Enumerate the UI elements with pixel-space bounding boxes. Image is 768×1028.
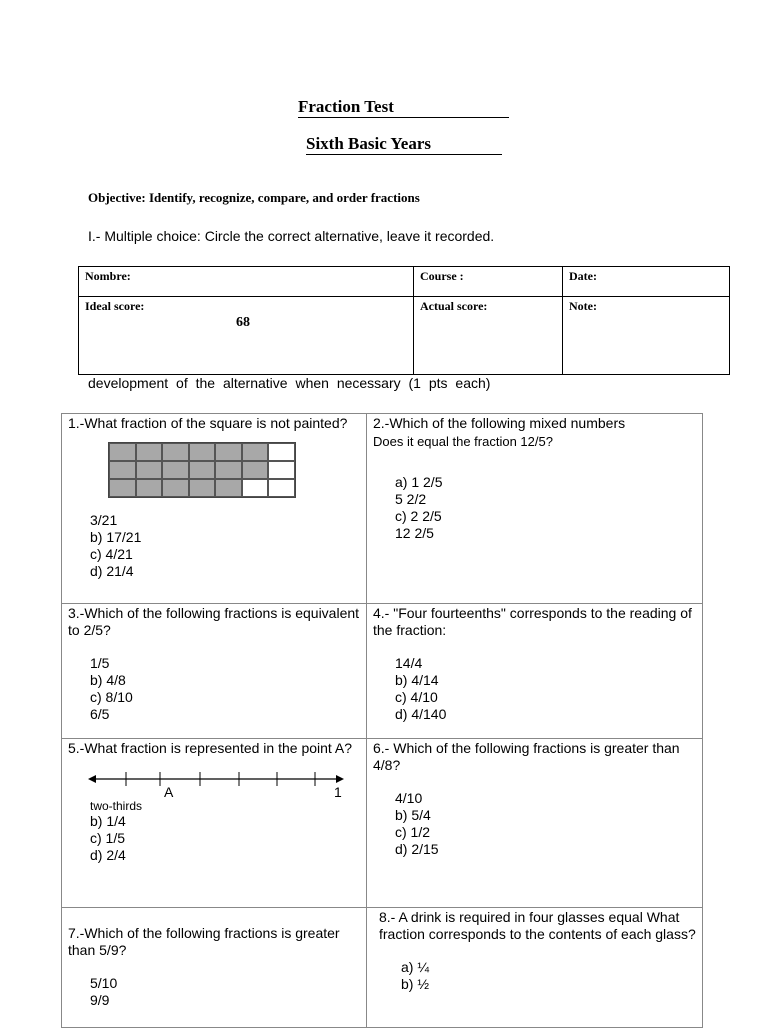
options-list bbox=[395, 474, 696, 542]
info-table bbox=[78, 266, 730, 375]
grid-cell bbox=[215, 443, 242, 461]
grid-cell bbox=[136, 443, 163, 461]
grid-cell bbox=[136, 461, 163, 479]
option[interactable]: 1/5 bbox=[90, 655, 110, 671]
option[interactable]: 14/4 bbox=[395, 655, 423, 671]
question-text: 1.-What fraction of the square is not painted? bbox=[68, 415, 348, 431]
option[interactable]: c) 1/2 bbox=[395, 824, 431, 840]
name-cell bbox=[79, 267, 414, 297]
question-1 bbox=[62, 414, 367, 604]
options-list bbox=[90, 512, 360, 580]
question-text-line-2: Does it equal the fraction 12/5? bbox=[373, 434, 553, 449]
grid-cell bbox=[215, 461, 242, 479]
grid-cell bbox=[189, 479, 216, 497]
page-title bbox=[298, 97, 509, 118]
option[interactable]: d) 2/15 bbox=[395, 841, 439, 857]
grid-cell bbox=[268, 461, 295, 479]
question-text: 4.- "Four fourteenths" corresponds to the reading of the fraction: bbox=[373, 605, 692, 638]
grid-cell bbox=[242, 461, 269, 479]
option[interactable]: c) 4/10 bbox=[395, 689, 438, 705]
number-line-end-label: 1 bbox=[334, 784, 342, 799]
grid-cell bbox=[162, 479, 189, 497]
options-list bbox=[401, 959, 696, 993]
grid-cell bbox=[189, 443, 216, 461]
options-list bbox=[395, 655, 696, 723]
question-text: 5.-What fraction is represented in the point A? bbox=[68, 740, 353, 756]
option[interactable]: a) 1 2/5 bbox=[395, 474, 443, 490]
page-title-text: Fraction Test bbox=[298, 97, 509, 118]
note-label: Note: bbox=[569, 299, 597, 313]
question-text: 2.-Which of the following mixed numbers bbox=[373, 415, 626, 431]
ideal-score-label: Ideal score: bbox=[85, 299, 145, 313]
question-3 bbox=[62, 604, 367, 739]
course-cell bbox=[414, 267, 563, 297]
grid-cell bbox=[268, 443, 295, 461]
question-text: 3.-Which of the following fractions is equivalent to 2/5? bbox=[68, 605, 360, 638]
option[interactable]: 6/5 bbox=[90, 706, 110, 722]
option[interactable]: 3/21 bbox=[90, 512, 118, 528]
date-label: Date: bbox=[569, 269, 597, 283]
question-text: 7.-Which of the following fractions is greater than 5/9? bbox=[68, 925, 340, 958]
question-text: 6.- Which of the following fractions is greater than 4/8? bbox=[373, 740, 680, 773]
grid-cell bbox=[109, 479, 136, 497]
grid-cell bbox=[189, 461, 216, 479]
fraction-grid bbox=[108, 442, 296, 498]
objective: Objective: Identify, recognize, compare, and order fractions bbox=[88, 190, 420, 205]
option[interactable]: b) 1/4 bbox=[90, 813, 126, 829]
grid-cell bbox=[242, 443, 269, 461]
option[interactable]: b) 4/14 bbox=[395, 672, 439, 688]
instruction: I.- Multiple choice: Circle the correct alternative, leave it recorded. bbox=[88, 228, 495, 244]
option[interactable]: 12 2/5 bbox=[395, 525, 434, 541]
grid-cell bbox=[242, 479, 269, 497]
question-6 bbox=[367, 739, 703, 908]
name-label: Nombre: bbox=[85, 269, 131, 283]
question-4 bbox=[367, 604, 703, 739]
option[interactable]: c) 4/21 bbox=[90, 546, 133, 562]
page-subtitle bbox=[306, 134, 502, 155]
course-label: Course : bbox=[420, 269, 464, 283]
grid-cell bbox=[268, 479, 295, 497]
ideal-score-cell bbox=[79, 297, 414, 375]
actual-score-cell bbox=[414, 297, 563, 375]
option[interactable]: 9/9 bbox=[90, 992, 110, 1008]
option[interactable]: two-thirds bbox=[90, 799, 143, 813]
option[interactable]: b) 4/8 bbox=[90, 672, 126, 688]
scoring-note: development of the alternative when necessary (1 pts each) bbox=[88, 375, 491, 391]
option[interactable]: b) 5/4 bbox=[395, 807, 431, 823]
question-5 bbox=[62, 739, 367, 908]
question-2 bbox=[367, 414, 703, 604]
option[interactable]: 4/10 bbox=[395, 790, 423, 806]
point-a-label: A bbox=[164, 784, 174, 799]
question-8 bbox=[367, 908, 703, 1028]
grid-cell bbox=[162, 443, 189, 461]
option[interactable]: a) ¼ bbox=[401, 959, 430, 975]
option[interactable]: c) 1/5 bbox=[90, 830, 126, 846]
option[interactable]: b) ½ bbox=[401, 976, 430, 992]
question-7 bbox=[62, 908, 367, 1028]
option[interactable]: 5/10 bbox=[90, 975, 118, 991]
question-text: 8.- A drink is required in four glasses equal What fraction corresponds to the contents of each glass? bbox=[379, 909, 696, 942]
page-subtitle-text: Sixth Basic Years bbox=[306, 134, 502, 155]
options-list bbox=[90, 975, 360, 1009]
ideal-score-value: 68 bbox=[236, 315, 250, 330]
options-list bbox=[395, 790, 696, 858]
option[interactable]: d) 2/4 bbox=[90, 847, 126, 863]
grid-cell bbox=[109, 461, 136, 479]
note-cell bbox=[563, 297, 730, 375]
grid-cell bbox=[136, 479, 163, 497]
option[interactable]: d) 21/4 bbox=[90, 563, 134, 579]
actual-score-label: Actual score: bbox=[420, 299, 488, 313]
option[interactable]: c) 8/10 bbox=[90, 689, 133, 705]
grid-cell bbox=[109, 443, 136, 461]
grid-cell bbox=[162, 461, 189, 479]
options-list bbox=[90, 655, 360, 723]
number-line bbox=[84, 767, 344, 799]
date-cell bbox=[563, 267, 730, 297]
option[interactable]: c) 2 2/5 bbox=[395, 508, 442, 524]
option[interactable]: 5 2/2 bbox=[395, 491, 427, 507]
option[interactable]: d) 4/140 bbox=[395, 706, 447, 722]
questions-table bbox=[61, 413, 703, 1028]
options-list bbox=[68, 799, 360, 864]
grid-cell bbox=[215, 479, 242, 497]
option[interactable]: b) 17/21 bbox=[90, 529, 142, 545]
